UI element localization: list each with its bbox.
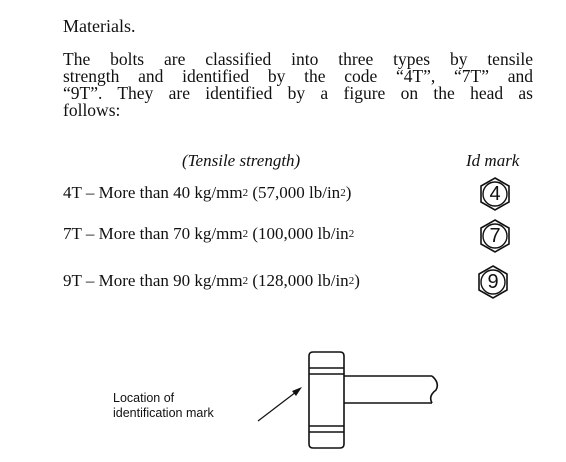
section-heading: Materials. bbox=[63, 16, 136, 36]
closing-paren: ) bbox=[354, 271, 360, 290]
id-mark-number: 4 bbox=[489, 183, 501, 205]
superscript: 2 bbox=[242, 275, 249, 287]
bolt-shank-break bbox=[431, 376, 438, 403]
id-mark-number: 9 bbox=[487, 271, 499, 293]
strength-imperial: (100,000 lb/in bbox=[248, 224, 349, 243]
strength-metric: – More than 70 kg/mm bbox=[81, 224, 243, 243]
id-mark-number: 7 bbox=[489, 225, 501, 247]
superscript: 2 bbox=[242, 187, 249, 199]
caption-line: identification mark bbox=[113, 406, 214, 420]
paragraph-line: follows: bbox=[63, 100, 121, 120]
tensile-strength-column-header: (Tensile strength) bbox=[182, 151, 301, 170]
paragraph-line: The bolts are classified into three types by tensile bbox=[63, 49, 533, 69]
strength-metric: – More than 40 kg/mm bbox=[81, 183, 243, 202]
id-mark-column-header: Id mark bbox=[466, 151, 520, 170]
strength-imperial: (57,000 lb/in bbox=[248, 183, 341, 202]
superscript: 2 bbox=[340, 187, 346, 199]
closing-paren: ) bbox=[345, 183, 352, 202]
bolt-head-outline bbox=[309, 352, 344, 448]
bolt-code: 7T bbox=[63, 224, 82, 243]
paragraph-line: “9T”. They are identified by a figure on the head as bbox=[63, 83, 533, 103]
bolt-code: 9T bbox=[63, 271, 82, 290]
caption-line: Location of bbox=[113, 391, 175, 405]
strength-metric: – More than 90 kg/mm bbox=[81, 271, 243, 290]
paragraph-line: strength and identified by the code “4T”, “7T” and bbox=[63, 66, 533, 86]
superscript: 2 bbox=[348, 275, 355, 287]
identification-mark-caption bbox=[113, 391, 214, 421]
bolt-code: 4T bbox=[63, 183, 82, 202]
strength-imperial: (128,000 lb/in bbox=[248, 271, 349, 290]
superscript: 2 bbox=[348, 228, 355, 240]
superscript: 2 bbox=[242, 228, 249, 240]
leader-line bbox=[258, 392, 296, 421]
